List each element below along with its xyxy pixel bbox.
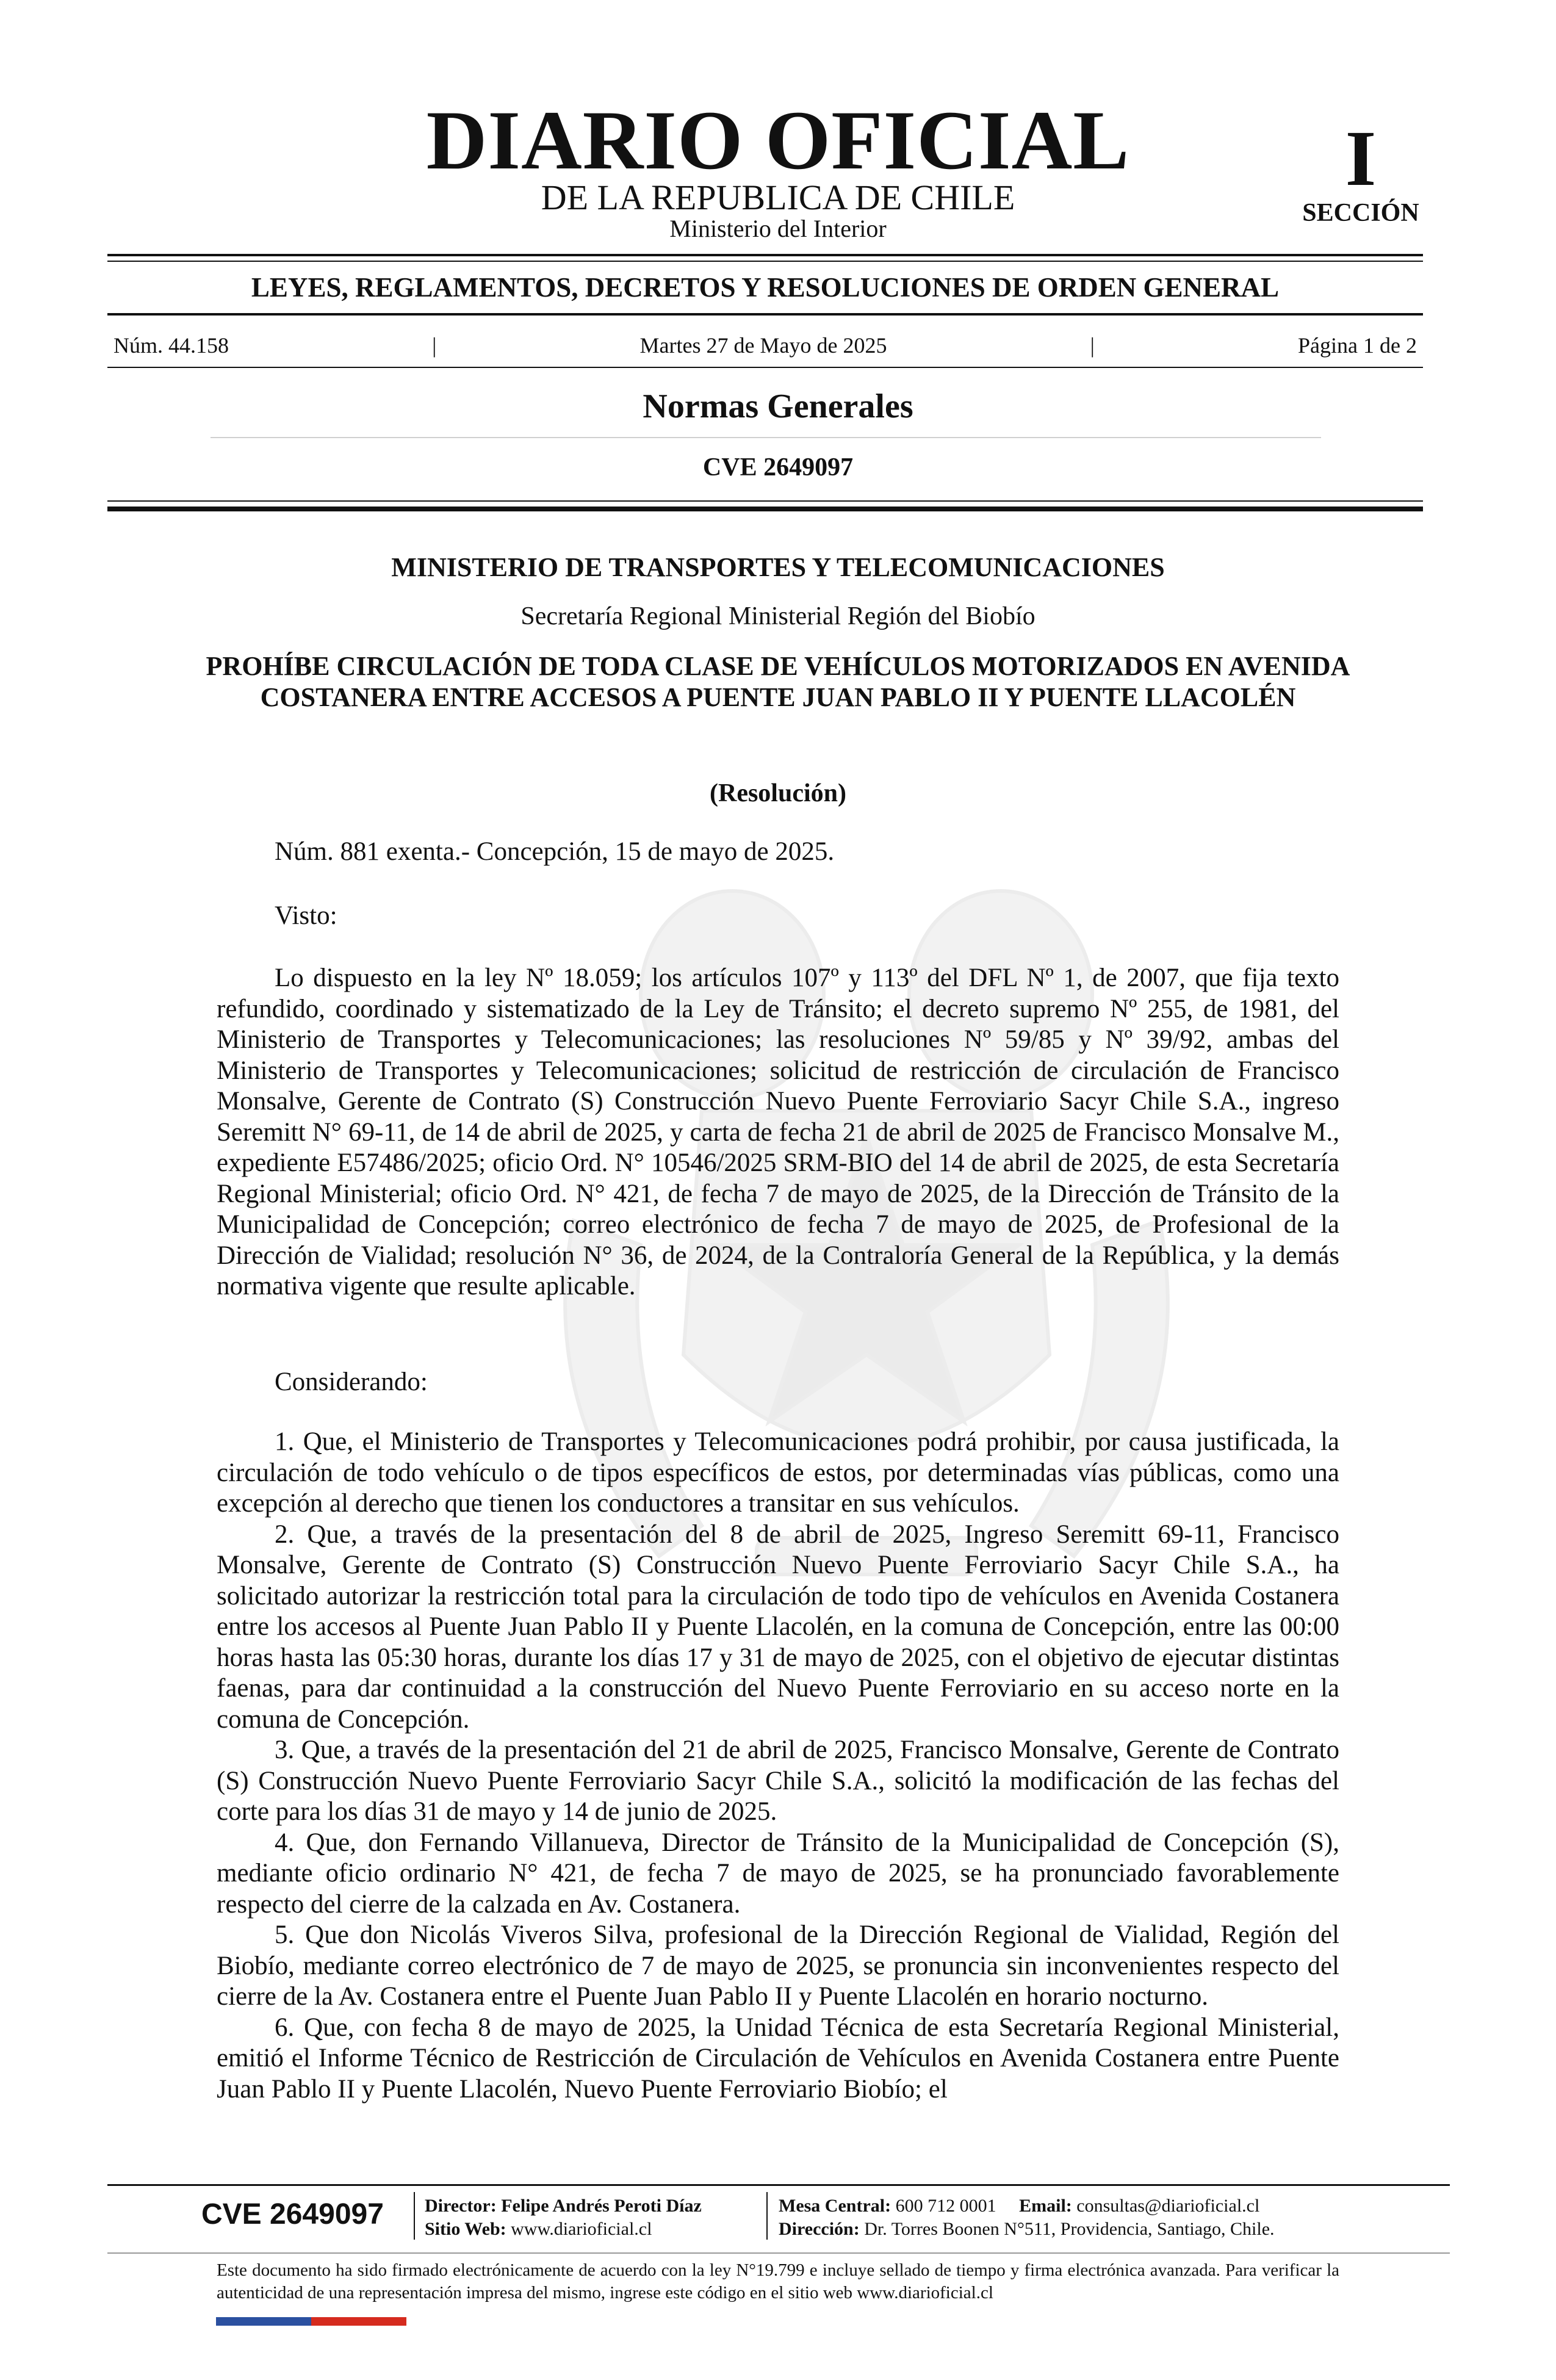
header-rule-thick	[107, 507, 1423, 511]
phone-number: 600 712 0001	[895, 2196, 996, 2216]
website-link[interactable]: www.diarioficial.cl	[511, 2219, 652, 2239]
visto-body	[217, 963, 1339, 1302]
resolution-title: PROHÍBE CIRCULACIÓN DE TODA CLASE DE VEHÍCULOS MOTORIZADOS EN AVENIDA COSTANERA ENTRE ACCESOS A PUENTE JUAN PABLO II Y PUENTE LLACOLÉN	[206, 651, 1350, 712]
website-label: Sitio Web:	[425, 2219, 506, 2239]
resolution-number	[217, 837, 1339, 868]
footer-cve-code: CVE 2649097	[201, 2198, 384, 2230]
issuing-ministry: MINISTERIO DE TRANSPORTES Y TELECOMUNICACIONES	[391, 552, 1165, 582]
flag-red-stripe	[311, 2317, 406, 2326]
issue-separator: |	[1090, 333, 1095, 358]
document-type: (Resolución)	[710, 779, 846, 807]
resolution-number-line: Núm. 881 exenta.- Concepción, 15 de mayo de 2025.	[275, 837, 835, 866]
footer-contact	[779, 2194, 1259, 2217]
considerando-item: 5. Que don Nicolás Viveros Silva, profesional de la Dirección Regional de Vialidad, Región del Biobío, mediante correo electrónico de 7 de mayo de 2025, se pronuncia sin inconvenientes respecto del cierre de la Av. Costanera entre el Puente Juan Pablo II y Puente Llacolén en horario nocturno.	[217, 1920, 1339, 2011]
visto-label: Visto:	[275, 901, 337, 930]
issue-date: Martes 27 de Mayo de 2025	[639, 333, 887, 358]
footer-divider	[414, 2192, 415, 2240]
footer-website	[425, 2218, 652, 2240]
issue-number: Núm. 44.158	[113, 333, 229, 358]
footer-divider	[766, 2192, 768, 2240]
considerando-item: 2. Que, a través de la presentación del 8 de abril de 2025, Ingreso Seremitt 69-11, Francisco Monsalve, Gerente de Contrato (S) Construcción Nuevo Puente Ferroviario Sacyr Chile S.A., ha solicitado autorizar la restricción total para la circulación de todo tipo de vehículos en Avenida Costanera entre los accesos al Puente Juan Pablo II y Puente Llacolén, en la comuna de Concepción, entre las 00:00 horas hasta las 05:30 horas, durante los días 17 y 31 de mayo de 2025, con el objetivo de ejecutar distintas faenas, para dar continuidad a la construcción del Nuevo Puente Ferroviario en su acceso norte en la comuna de Concepción.	[217, 1520, 1339, 1734]
footer-rule	[107, 2184, 1450, 2186]
address-label: Dirección:	[779, 2219, 860, 2239]
masthead-rule-top-thin	[107, 261, 1423, 262]
considerando-item: 1. Que, el Ministerio de Transportes y Telecomunicaciones podrá prohibir, por causa justificada, la circulación de todo vehículo o de tipos específicos de estos, por determinadas vías públicas, como una excepción al derecho que tienen los conductores a transitar en sus vehículos.	[217, 1427, 1339, 1518]
chilean-flag-stripe	[216, 2317, 406, 2326]
issue-rule	[107, 367, 1423, 368]
category-rule	[107, 313, 1423, 316]
issuing-office: Secretaría Regional Ministerial Región del Biobío	[520, 602, 1036, 630]
section-label: SECCIÓN	[1302, 199, 1419, 227]
considerando-section	[217, 1367, 1339, 1398]
email-label: Email:	[1019, 2196, 1072, 2216]
cve-code: CVE 2649097	[702, 453, 854, 481]
footer-rule-secondary	[107, 2252, 1450, 2254]
footer-director	[425, 2194, 702, 2217]
phone-label: Mesa Central:	[779, 2196, 891, 2216]
director-name: Felipe Andrés Peroti Díaz	[501, 2196, 702, 2216]
considerando-item: 4. Que, don Fernando Villanueva, Director de Tránsito de la Municipalidad de Concepción (S), mediante oficio ordinario N° 421, de fecha 7 de mayo de 2025, se ha pronunciado favorablemente respecto del cierre de la calzada en Av. Costanera.	[217, 1828, 1339, 1919]
page-indicator: Página 1 de 2	[1297, 333, 1417, 358]
issue-separator: |	[432, 333, 437, 358]
section-heading-rule	[211, 437, 1321, 438]
considerando-item: 6. Que, con fecha 8 de mayo de 2025, la Unidad Técnica de esta Secretaría Regional Ministerial, emitió el Informe Técnico de Restricción de Circulación de Vehículos en Avenida Costanera entre Puente Juan Pablo II y Puente Llacolén, Nuevo Puente Ferroviario Biobío; el	[217, 2013, 1339, 2104]
category-banner: LEYES, REGLAMENTOS, DECRETOS Y RESOLUCIONES DE ORDEN GENERAL	[251, 272, 1280, 303]
section-heading: Normas Generales	[643, 388, 913, 425]
address-text: Dr. Torres Boonen N°511, Providencia, Santiago, Chile.	[864, 2219, 1275, 2239]
ministry-label: Ministerio del Interior	[669, 215, 887, 242]
visto-paragraph: Lo dispuesto en la ley Nº 18.059; los artículos 107º y 113º del DFL Nº 1, de 2007, que fija texto refundido, coordinado y sistematizado de la Ley de Tránsito; el decreto supremo Nº 255, de 1981, del Ministerio de Transportes y Telecomunicaciones; las resoluciones Nº 59/85 y Nº 39/92, ambas del Ministerio de Transportes y Telecomunicaciones; solicitud de restricción de circulación de Francisco Monsalve, Gerente de Contrato (S) Construcción Nuevo Puente Ferroviario Sacyr Chile S.A., ingreso Seremitt N° 69-11, de 14 de abril de 2025, y carta de fecha 21 de abril de 2025 de Francisco Monsalve M., expediente E57486/2025; oficio Ord. N° 10546/2025 SRM-BIO del 14 de abril de 2025, de esta Secretaría Regional Ministerial; oficio Ord. N° 421, de fecha 7 de mayo de 2025, de la Dirección de Tránsito de la Municipalidad de Concepción; correo electrónico de fecha 7 de mayo de 2025, de Profesional de la Dirección de Vialidad; resolución N° 36, de 2024, de la Contraloría General de la República, y la demás normativa vigente que resulte aplicable.	[217, 964, 1339, 1300]
section-number: I	[1345, 115, 1377, 203]
flag-blue-stripe	[216, 2317, 311, 2326]
signature-note: Este documento ha sido firmado electrónicamente de acuerdo con la ley N°19.799 e incluye sellado de tiempo y firma electrónica avanzada. Para verificar la autenticidad de una representación impresa del mismo, ingrese este código en el sitio web www.diarioficial.cl	[217, 2260, 1339, 2302]
considerando-label: Considerando:	[275, 1368, 428, 1396]
considerando-item: 3. Que, a través de la presentación del 21 de abril de 2025, Francisco Monsalve, Gerente de Contrato (S) Construcción Nuevo Puente Ferroviario Sacyr Chile S.A., solicitó la modificación de las fechas del corte para los días 31 de mayo y 14 de junio de 2025.	[217, 1736, 1339, 1826]
director-label: Director:	[425, 2196, 497, 2216]
footer-address	[779, 2218, 1275, 2240]
newspaper-title: DIARIO OFICIAL	[426, 93, 1130, 187]
masthead-rule-top	[107, 254, 1423, 256]
visto-section	[217, 901, 1339, 932]
header-rule-thin	[107, 500, 1423, 502]
issue-info-row	[113, 332, 1417, 359]
considerando-list	[217, 1427, 1339, 2105]
newspaper-subtitle: DE LA REPUBLICA DE CHILE	[541, 178, 1015, 217]
email-link[interactable]: consultas@diarioficial.cl	[1076, 2196, 1260, 2216]
